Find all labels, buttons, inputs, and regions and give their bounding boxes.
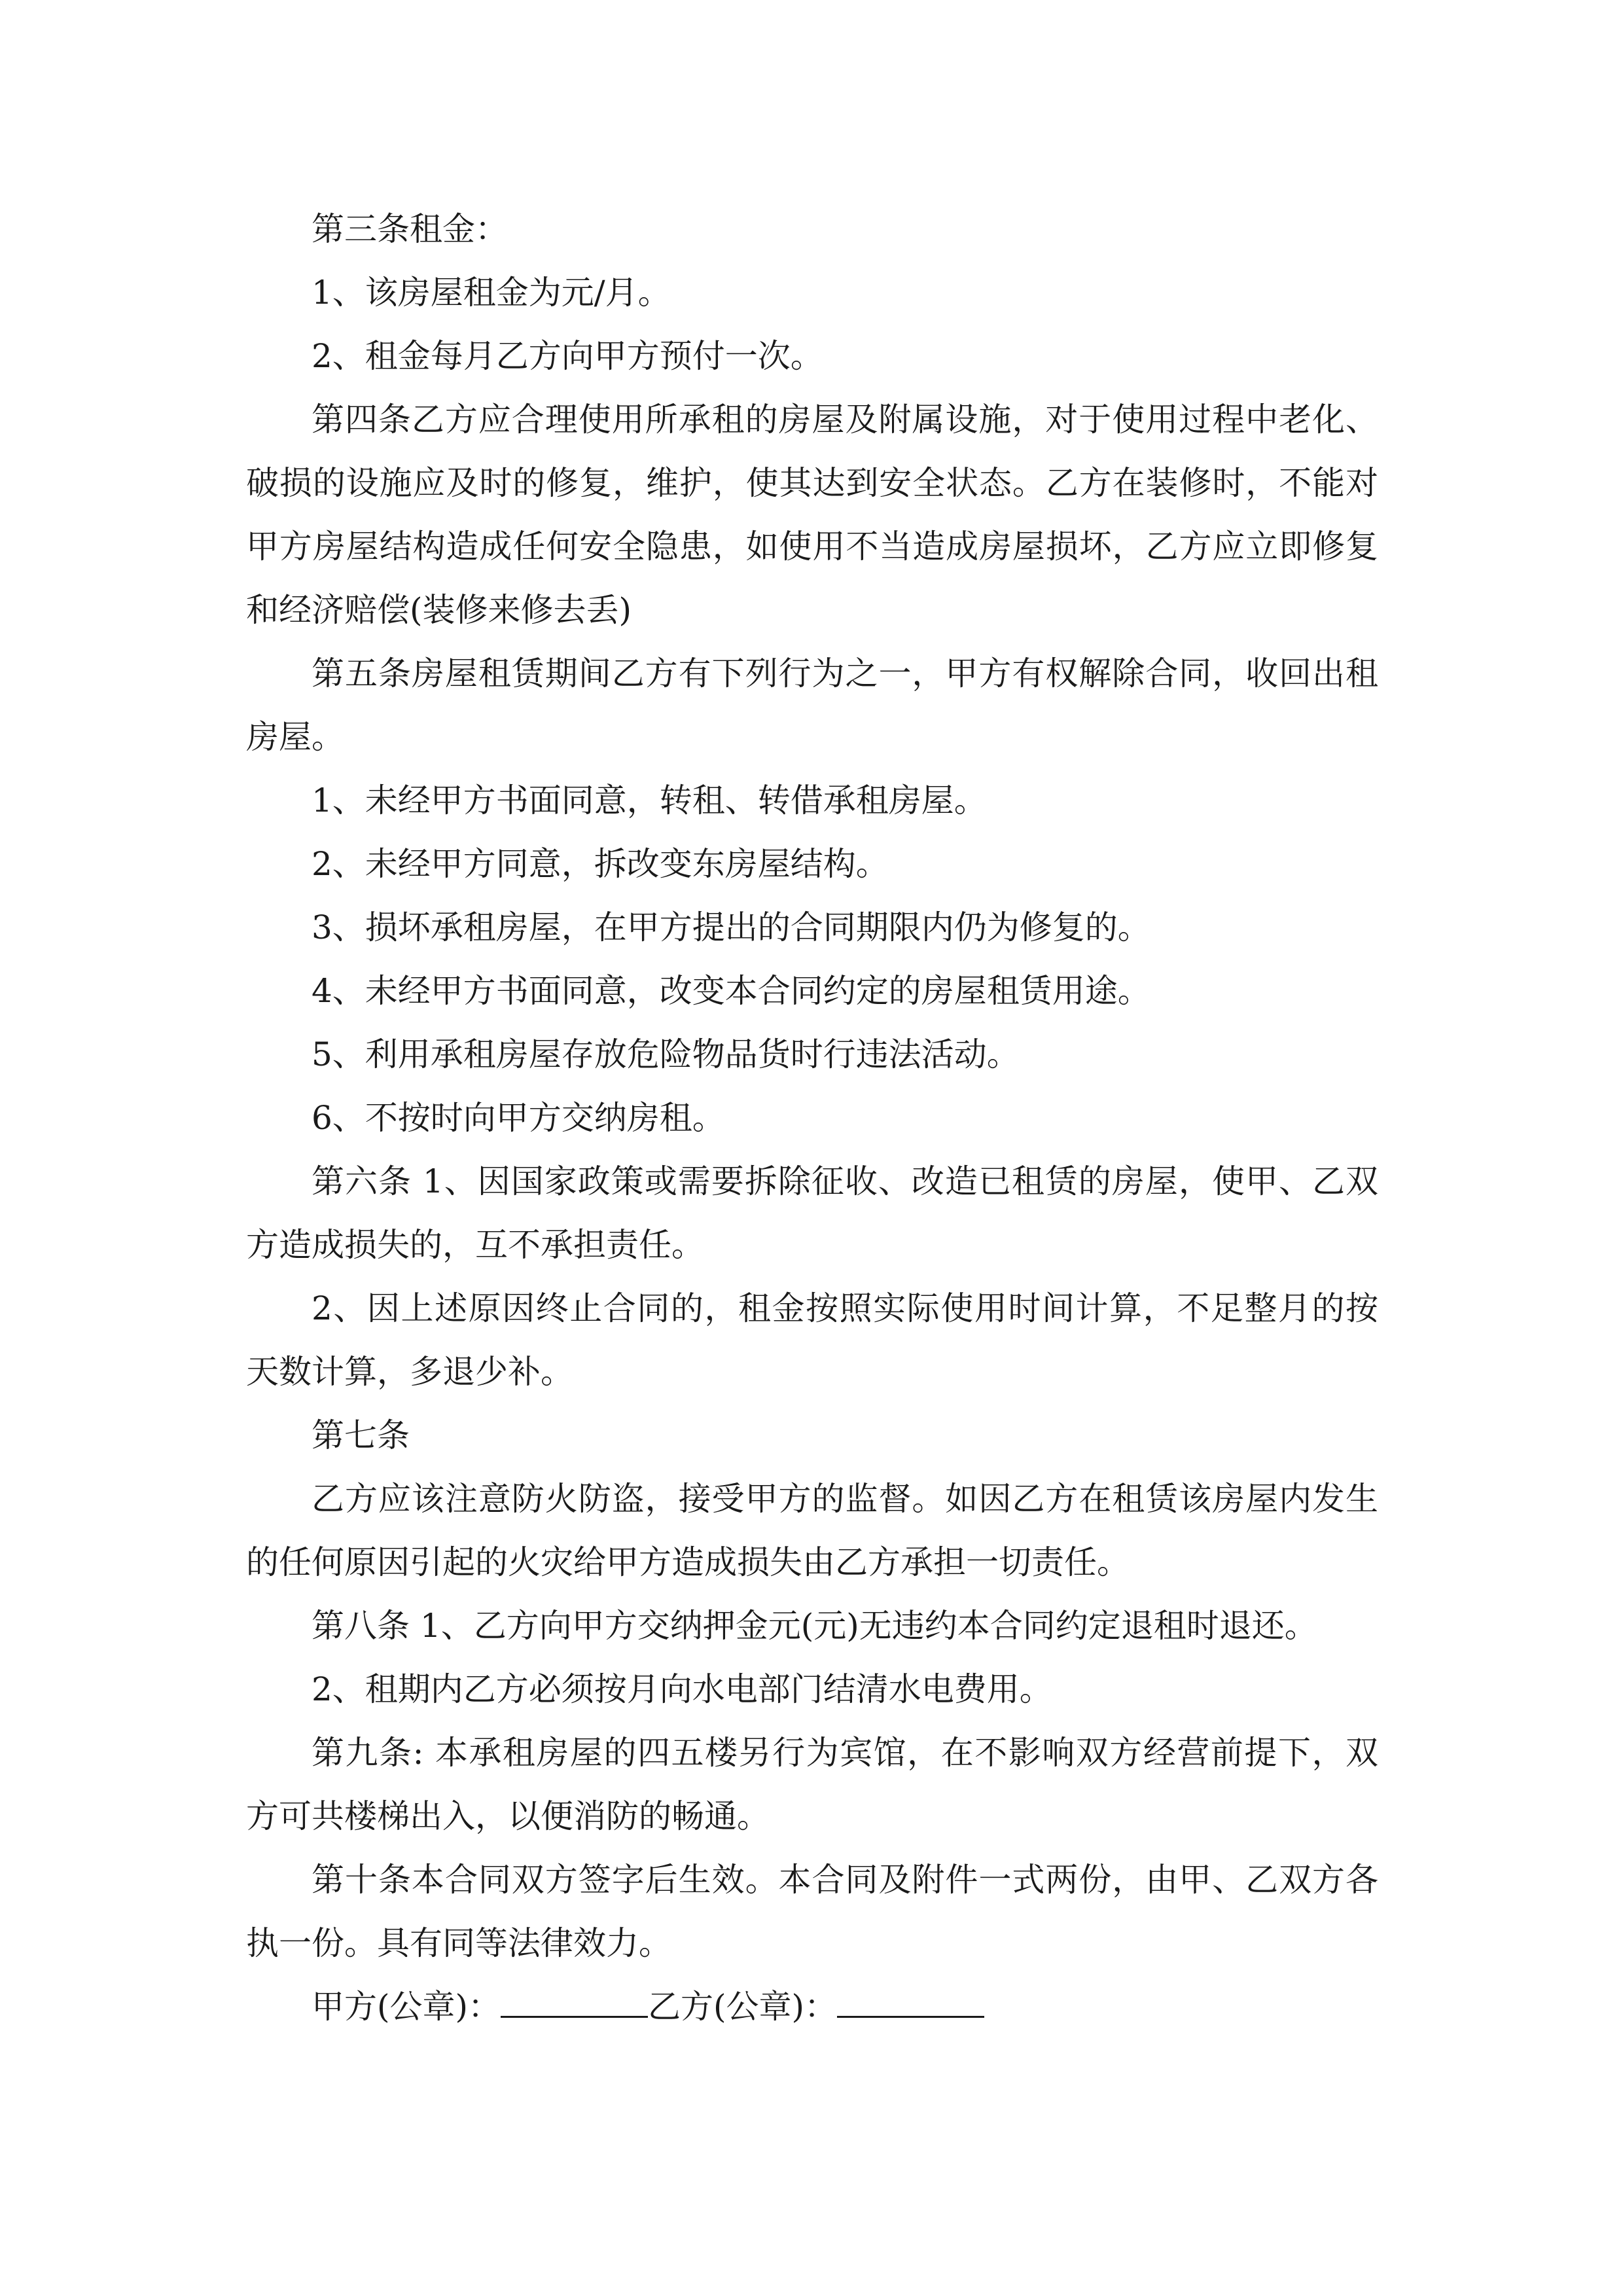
clause-8-item-1: 第八条 1、乙方向甲方交纳押金元(元)无违约本合同约定退租时退还。 bbox=[312, 1607, 1317, 1645]
clause-6-item-2: 2、因上述原因终止合同的，租金按照实际使用时间计算，不足整月的按天数计算，多退少补。 bbox=[246, 1289, 1378, 1391]
clause-7-body: 乙方应该注意防火防盗，接受甲方的监督。如因乙方在租赁该房屋内发生的任何原因引起的火灾给甲方造成损失由乙方承担一切责任。 bbox=[246, 1480, 1378, 1581]
signature-line bbox=[246, 1975, 1378, 2039]
clause-5-item-5: 5、利用承租房屋存放危险物品货时行违法活动。 bbox=[312, 1035, 1020, 1073]
clause-7-title: 第七条 bbox=[312, 1416, 410, 1454]
clause-5-item-4: 4、未经甲方书面同意，改变本合同约定的房屋租赁用途。 bbox=[312, 972, 1150, 1010]
party-a-signature-blank[interactable] bbox=[501, 1977, 648, 2018]
party-b-signature-blank[interactable] bbox=[837, 1977, 984, 2018]
clause-4: 第四条乙方应合理使用所承租的房屋及附属设施，对于使用过程中老化、破损的设施应及时的修复，维护，使其达到安全状态。乙方在装修时，不能对甲方房屋结构造成任何安全隐患，如使用不当造成房屋损坏，乙方应立即修复和经济赔偿(装修来修去丢) bbox=[246, 401, 1378, 629]
clause-10: 第十条本合同双方签字后生效。本合同及附件一式两份，由甲、乙双方各执一份。具有同等法律效力。 bbox=[246, 1861, 1378, 1962]
clause-3-title: 第三条租金： bbox=[312, 210, 508, 248]
clause-3-item-1: 1、该房屋租金为元/月。 bbox=[312, 274, 671, 312]
clause-5-item-2: 2、未经甲方同意，拆改变东房屋结构。 bbox=[312, 845, 889, 883]
party-a-label: 甲方(公章)： bbox=[312, 1988, 501, 2026]
clause-3-item-2: 2、租金每月乙方向甲方预付一次。 bbox=[312, 337, 823, 375]
clause-5-item-6: 6、不按时向甲方交纳房租。 bbox=[312, 1099, 725, 1137]
clause-5: 第五条房屋租赁期间乙方有下列行为之一，甲方有权解除合同，收回出租房屋。 bbox=[246, 655, 1378, 756]
clause-8-item-2: 2、租期内乙方必须按月向水电部门结清水电费用。 bbox=[312, 1670, 1052, 1708]
clause-5-item-1: 1、未经甲方书面同意，转租、转借承租房屋。 bbox=[312, 781, 987, 819]
contract-body bbox=[246, 198, 1378, 2039]
party-b-label: 乙方(公章)： bbox=[648, 1988, 838, 2026]
clause-5-item-3: 3、损坏承租房屋，在甲方提出的合同期限内仍为修复的。 bbox=[312, 908, 1150, 946]
clause-9: 第九条: 本承租房屋的四五楼另行为宾馆，在不影响双方经营前提下，双方可共楼梯出入，以便消防的畅通。 bbox=[246, 1734, 1378, 1835]
clause-6-item-1: 第六条 1、因国家政策或需要拆除征收、改造已租赁的房屋，使甲、乙双方造成损失的，互不承担责任。 bbox=[246, 1162, 1378, 1264]
